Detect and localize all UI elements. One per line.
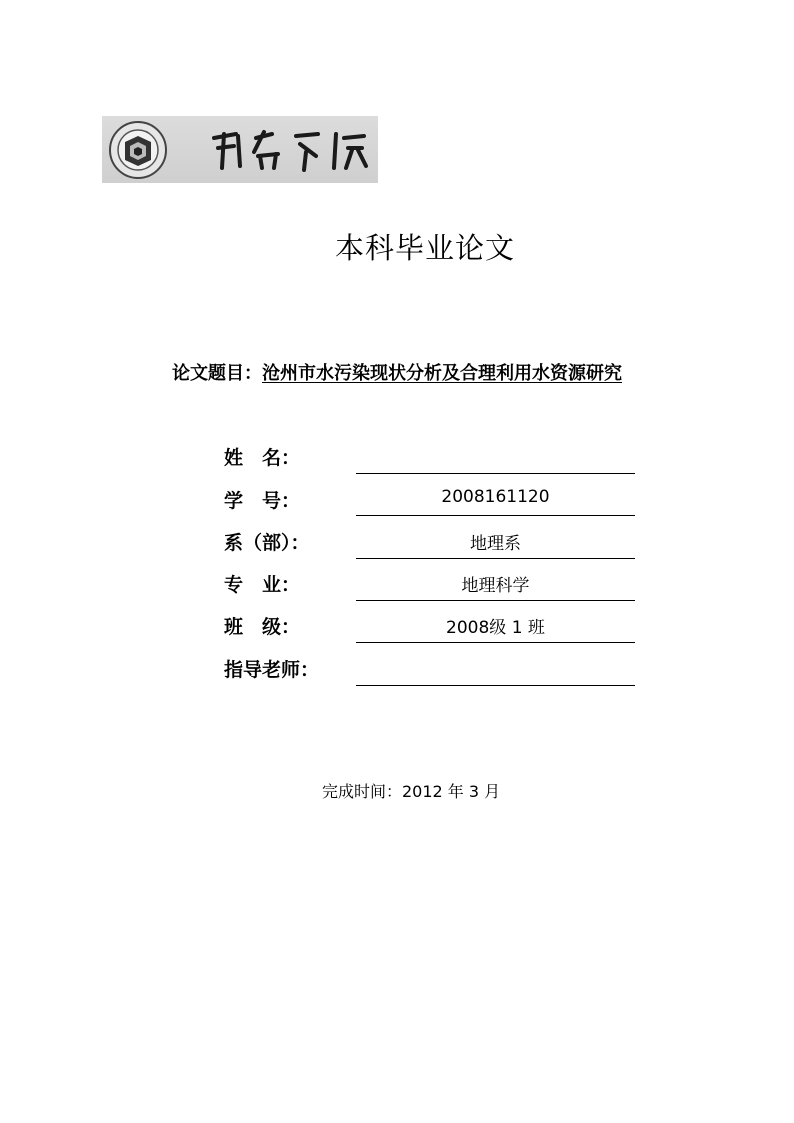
university-logo: [102, 116, 378, 183]
class-underline: [356, 642, 635, 643]
thesis-title: [172, 359, 622, 385]
thesis-title-value: 沧州市水污染现状分析及合理利用水资源研究: [262, 363, 622, 384]
university-wordmark: [206, 126, 371, 176]
major-value: 地理科学: [461, 576, 530, 596]
advisor-label: 指导老师：: [224, 659, 320, 681]
thesis-title-label: 论文题目：: [172, 363, 262, 384]
student-number-underline: [356, 515, 635, 516]
university-emblem-icon: [108, 120, 168, 180]
name-label: 姓 名：: [224, 447, 301, 469]
department-underline: [356, 558, 635, 559]
department-value: 地理系: [470, 534, 521, 554]
major-underline: [356, 600, 635, 601]
department-label: 系（部）：: [224, 532, 310, 554]
class-label: 班 级：: [224, 616, 301, 638]
student-number-label: 学 号：: [224, 490, 301, 512]
completion-date: 完成时间：2012 年 3 月: [322, 782, 501, 801]
advisor-underline: [356, 685, 635, 686]
name-underline: [356, 473, 635, 474]
major-label: 专 业：: [224, 574, 301, 596]
class-value: 2008级 1 班: [446, 618, 545, 638]
student-number-value: 2008161120: [441, 487, 550, 507]
document-type-heading: 本科毕业论文: [334, 231, 515, 265]
